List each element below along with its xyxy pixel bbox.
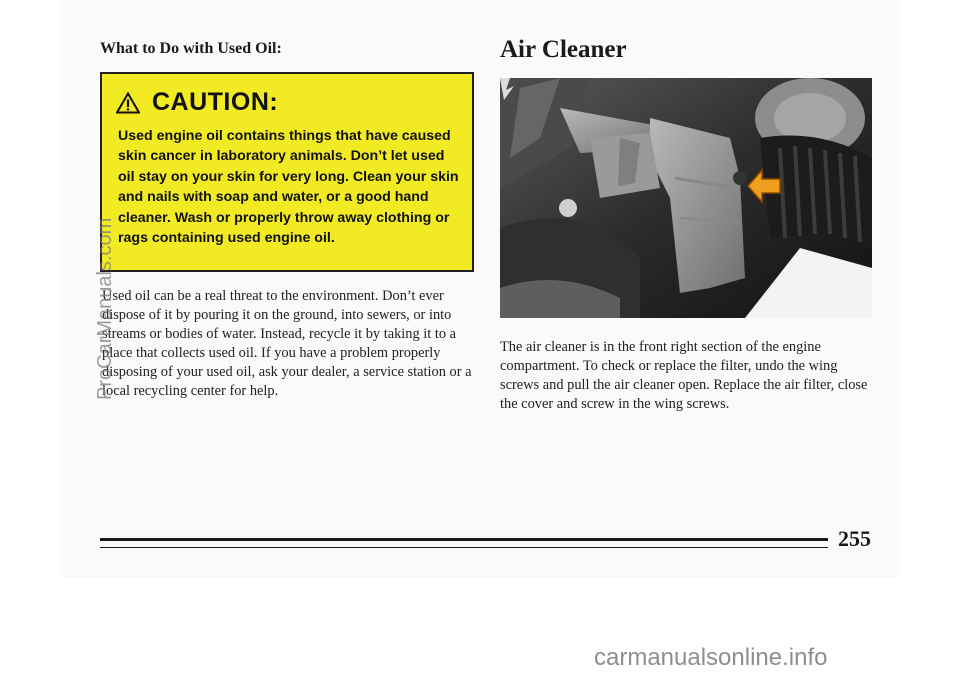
page-number: 255 [838,526,871,551]
caution-title: CAUTION: [152,88,279,116]
air-cleaner-photo [500,78,872,318]
caution-text: Used engine oil contains things that have caused skin cancer in laboratory animals. Don’t let used oil stay on your skin for very long. Clean your skin and nails with soap and water, or a good hand cleaner. Wash or properly throw away clothing or rags containing used engine oil. [118,128,459,247]
warning-triangle-icon [116,92,140,114]
footer-rule-thin [100,547,828,548]
air-cleaner-paragraph: The air cleaner is in the front right section of the engine compartment. To check or replace the filter, undo the wing screws and pull the air cleaner open. Replace the air filter, close the cover and screw in the wing screws. [500,339,868,412]
used-oil-paragraph: Used oil can be a real threat to the environment. Don’t ever dispose of it by pouring it on the ground, into sewers, or into streams or bodies of water. Instead, recycle it by taking it to a place that collects used oil. If you have a problem properly disposing of your used oil, ask your dealer, a service station or a local recycling center for help. [102,288,472,399]
used-oil-heading: What to Do with Used Oil: [100,40,282,57]
caution-header [116,88,278,117]
footer-rule-thick [100,538,828,541]
bottom-watermark: carmanualsonline.info [594,644,828,671]
caution-box [100,72,474,272]
air-cleaner-heading: Air Cleaner [500,36,627,63]
side-watermark: ProCarManuals.com [94,217,116,400]
